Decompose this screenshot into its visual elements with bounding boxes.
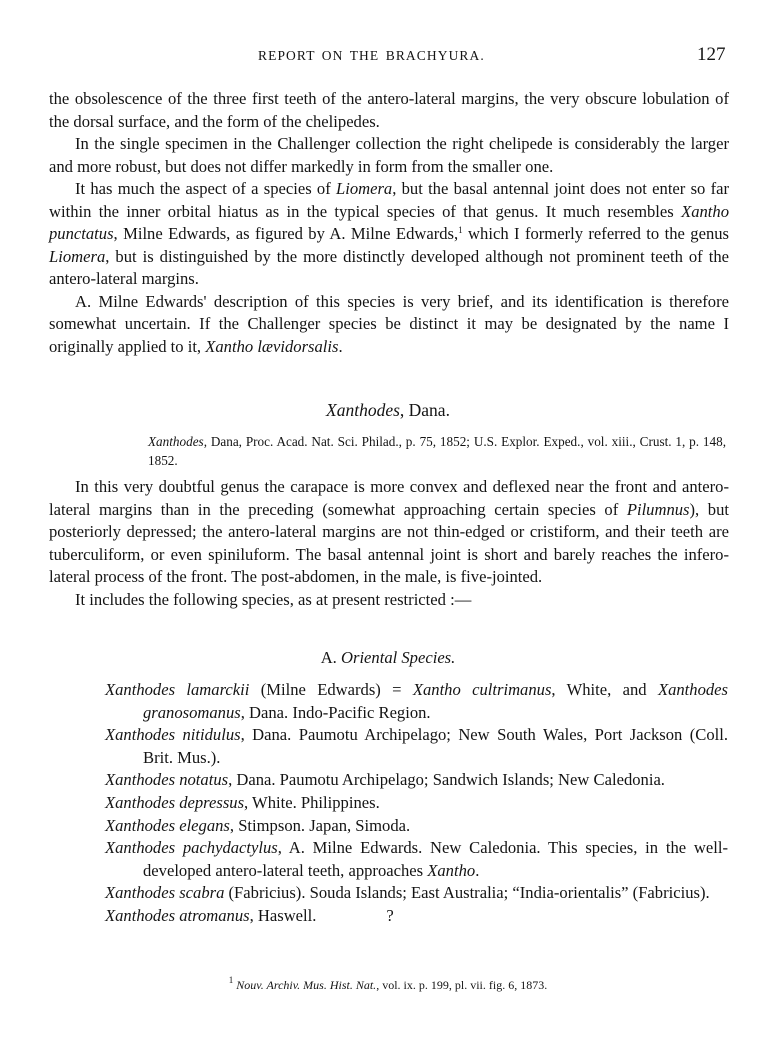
genus-description-paragraph (49, 476, 729, 589)
species-name: Xanthodes scabra (105, 883, 225, 903)
species-text: , A. Milne Edwards. New Caledonia. This species, in the well-developed antero-lateral teeth, approaches (143, 838, 728, 880)
species-name: Xanthodes atromanus (105, 905, 250, 925)
running-head: REPORT ON THE BRACHYURA. (258, 48, 485, 63)
species-text: , Stimpson. Japan, Simoda. (229, 815, 411, 835)
species-name: Xanthodes pachydactylus (105, 838, 278, 858)
genus-heading (0, 400, 776, 421)
genus-reference-name: Xanthodes (148, 434, 204, 449)
paragraph-3-text: It has much the aspect of a species of (75, 179, 336, 198)
species-name: Xantho (427, 860, 476, 880)
species-text: (Fabricius). Souda Islands; East Australia; “India-orientalis” (Fabricius). (224, 883, 710, 903)
genus-author: , Dana. (399, 400, 450, 420)
genus-name: Xanthodes (326, 400, 400, 420)
species-name: Xanthodes nitidulus (105, 725, 241, 745)
footnote-source: Nouv. Archiv. Mus. Hist. Nat. (236, 978, 377, 992)
species-entry (105, 679, 728, 724)
paragraph-3-text: , but the basal antennal joint does not enter so far within the inner orbital hiatus as in the typical species of that genus. It much resembles (49, 179, 729, 221)
taxon-name: Pilumnus (626, 499, 690, 519)
species-text: . (475, 860, 480, 880)
species-entry (105, 905, 728, 928)
footnote-marker: 1 (458, 225, 463, 235)
species-name: Xantho cultrimanus (412, 680, 552, 699)
species-list (105, 679, 728, 928)
species-entry (105, 792, 728, 815)
species-name: Xanthodes depressus (105, 792, 245, 812)
species-entry (105, 815, 728, 838)
genus-description-text: In this very doubtful genus the carapace is more convex and deflexed near the front and antero-lateral margins than in the preceding (somewhat approaching certain species of (49, 477, 729, 519)
genus-description-text: ), but posteriorly depressed; the antero-lateral margins are not thin-edged or cristiform, and their teeth are tuberculiform, or even spiniluform. The basal antennal joint is short and barely reaches the infero-lateral process of the front. The post-abdomen, in the male, is five-jointed. (49, 499, 729, 586)
section-heading (0, 648, 776, 668)
species-text: , Dana. Paumotu Archipelago; New South Wales, Port Jackson (Coll. Brit. Mus.). (143, 725, 728, 767)
taxon-name: Xantho punctatus (49, 201, 729, 243)
species-text: , White. Philippines. (244, 792, 380, 812)
footnote-number: 1 (228, 975, 234, 985)
genus-description (49, 476, 729, 611)
species-text: (Milne Edwards) = (249, 680, 413, 699)
species-entry (105, 837, 728, 882)
paragraph-2: In the single specimen in the Challenger collection the right chelipede is considerably the larger and more robust, but does not differ markedly in form from the smaller one. (49, 134, 729, 176)
species-name: Xanthodes lamarckii (105, 680, 250, 699)
species-entry (105, 769, 728, 792)
page-number: 127 (697, 44, 726, 65)
species-name: Xanthodes notatus (105, 770, 229, 790)
species-intro: It includes the following species, as at present restricted :— (75, 589, 472, 609)
paragraph-4 (49, 291, 729, 359)
species-text: , Haswell. (249, 905, 317, 925)
species-name: Xanthodes elegans (105, 815, 230, 835)
species-text: , Dana. Indo-Pacific Region. (240, 702, 431, 722)
paragraph-4-text: . (338, 336, 343, 356)
footnote (0, 975, 776, 993)
footnote-text: , vol. ix. p. 199, pl. vii. fig. 6, 1873. (376, 978, 548, 992)
genus-reference (148, 432, 726, 470)
paragraph-1: the obsolescence of the three first teeth of the antero-lateral margins, the very obscure lobulation of the dorsal surface, and the form of the chelipedes. (49, 89, 729, 131)
taxon-name: Liomera (335, 179, 393, 198)
paragraph-4-text: A. Milne Edwards' description of this species is very brief, and its identification is therefore somewhat uncertain. If the Challenger species be distinct it may be designated by the name I originally applied to it, (49, 291, 729, 356)
taxon-name: Liomera (49, 246, 106, 266)
taxon-name: Xantho lævidorsalis (205, 336, 339, 356)
page-header (0, 42, 776, 72)
species-text: , Dana. Paumotu Archipelago; Sandwich Islands; New Caledonia. (228, 770, 665, 790)
species-text: , White, and (551, 680, 658, 699)
paragraph-3-text: , but is distinguished by the more distinctly developed although not prominent teeth of the antero-lateral margins. (49, 246, 729, 288)
species-name: Xanthodes granosomanus (143, 680, 728, 722)
body-text (49, 88, 729, 358)
query-mark: ? (386, 905, 394, 925)
section-title: Oriental Species. (341, 648, 456, 667)
paragraph-3-text: which I formerly referred to the genus (462, 224, 729, 243)
genus-reference-text: , Dana, Proc. Acad. Nat. Sci. Philad., p. 75, 1852; U.S. Explor. Exped., vol. xiii., Crust. 1, p. 148, 1852. (148, 434, 726, 468)
species-entry (105, 882, 728, 905)
paragraph-3 (49, 178, 729, 291)
section-label: A. (320, 648, 337, 667)
species-entry (105, 724, 728, 769)
paragraph-3-text: , Milne Edwards, as figured by A. Milne Edwards, (113, 224, 459, 243)
